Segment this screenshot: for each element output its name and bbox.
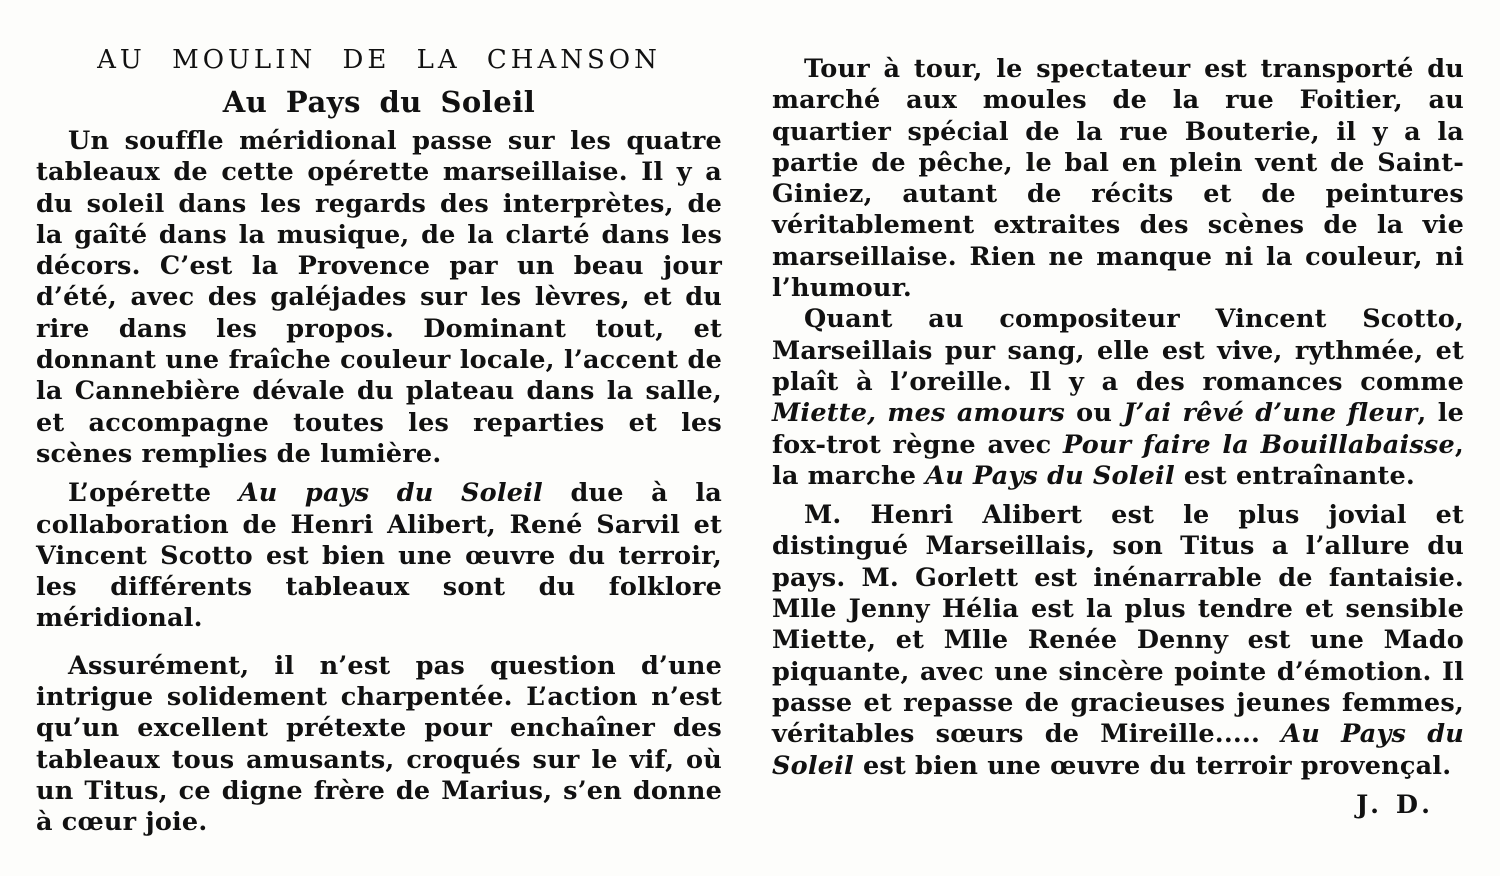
paragraph-5 [772, 304, 1464, 492]
song-title-4: Au Pays du Soleil [925, 460, 1175, 491]
paragraph-1: Un souffle méridional passe sur les quatre tableaux de cette opérette marseillaise. Il y a du soleil dans les regards des interprètes, de la gaîté dans la musique, de la clarté dans les décors. C’est la Provence par un beau jour d’été, avec des galéjades sur les lèvres, et du rire dans les propos. Dominant tout, et donnant une fraîche couleur locale, l’accent de la Cannebière dévale du plateau dans la salle, et accompagne toutes les reparties et les scènes remplies de lumière. [36, 126, 722, 469]
right-column [772, 54, 1464, 821]
paragraph-5-text-e: est entraînante. [1174, 460, 1416, 491]
operetta-title-2: Au Pays du Soleil [772, 719, 1464, 781]
song-title-3: Pour faire la Bouillabaisse [1063, 429, 1455, 460]
song-title-1: Miette, mes amours [772, 398, 1065, 429]
paragraph-6-text-a: M. Henri Alibert est le plus jovial et distingué Marseillais, son Titus a l’allure du pays. M. Gorlett est inénarrable de fantaisie. Mlle Jenny Hélia est la plus tendre et sensible Miette, et Mlle Renée Denny est une Mado piquante, avec une sincère pointe d’émotion. Il passe et repasse de gracieuses jeunes femmes, véritables sœurs de Mireille..... [772, 500, 1464, 750]
operetta-title: Au pays du Soleil [238, 478, 543, 509]
paragraph-6 [772, 500, 1464, 782]
paragraph-5-text-c: , le fox-trot règne avec [772, 398, 1465, 460]
left-column [36, 40, 722, 839]
paragraph-5-text-d: , la marche [772, 429, 1464, 491]
rubric-heading: AU MOULIN DE LA CHANSON [97, 45, 661, 75]
paragraph-4: Tour à tour, le spectateur est transporté du marché aux moules de la rue Foitier, au quartier spécial de la rue Bouterie, il y a la partie de pêche, le bal en plein vent de Saint-Giniez, autant de récits et de peintures véritablement extraites des scènes de la vie marseillaise. Rien ne manque ni la couleur, ni l’humour. [772, 54, 1464, 304]
paragraph-6-text-b: est bien une œuvre du terroir provençal. [853, 750, 1452, 781]
paragraph-2-text-a: L’opérette [68, 478, 239, 509]
paragraph-5-text-b: ou [1064, 398, 1124, 429]
song-title-2: J’ai rêvé d’une fleur [1123, 398, 1418, 429]
author-signature: J. D. [1356, 789, 1434, 820]
article-title: Au Pays du Soleil [222, 85, 536, 119]
paragraph-2-text-b: due à la collaboration de Henri Alibert, René Sarvil et Vincent Scotto est bien une œuvre du terroir, les différents tableaux sont du folklore méridional. [36, 478, 722, 634]
paragraph-5-text-a: Quant au compositeur Vincent Scotto, Marseillais pur sang, elle est vive, rythmée, et plaît à l’oreille. Il y a des romances comme [772, 304, 1464, 397]
paragraph-3: Assurément, il n’est pas question d’une intrigue solidement charpentée. L’action n’est qu’un excellent prétexte pour enchaîner des tableaux tous amusants, croqués sur le vif, où un Titus, ce digne frère de Marius, s’en donne à cœur joie. [36, 650, 722, 838]
paragraph-2 [36, 478, 722, 634]
